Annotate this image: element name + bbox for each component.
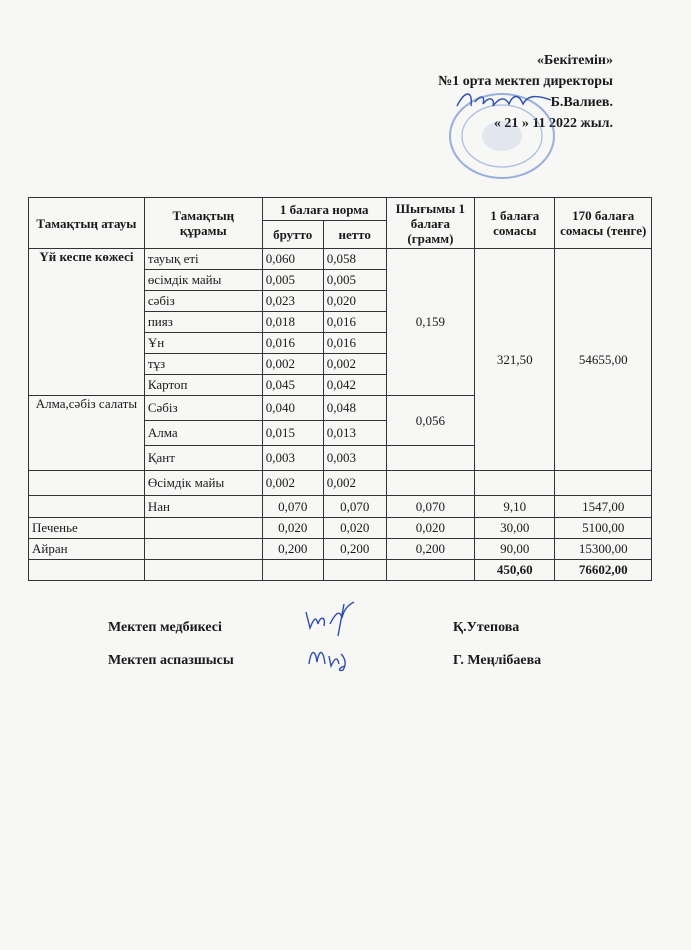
empty-cell — [262, 560, 323, 581]
empty-cell — [386, 560, 474, 581]
table-header-row — [29, 198, 652, 221]
gross-value: 0,018 — [262, 312, 323, 333]
ingredient: пияз — [144, 312, 262, 333]
net-value: 0,200 — [323, 539, 386, 560]
ingredient: Картоп — [144, 375, 262, 396]
gross-value: 0,070 — [262, 496, 323, 518]
net-value: 0,042 — [323, 375, 386, 396]
net-value: 0,070 — [323, 496, 386, 518]
gross-value: 0,040 — [262, 396, 323, 421]
item-name: Айран — [29, 539, 145, 560]
empty-cell — [386, 471, 474, 496]
total-cost-one: 450,60 — [475, 560, 555, 581]
net-value: 0,020 — [323, 518, 386, 539]
cost-one-value: 30,00 — [475, 518, 555, 539]
table-row — [29, 249, 652, 270]
item-name: Печенье — [29, 518, 145, 539]
ingredient: өсімдік майы — [144, 270, 262, 291]
header-name: Тамақтың атауы — [29, 198, 145, 249]
header-composition: Тамақтың құрамы — [144, 198, 262, 249]
net-value: 0,016 — [323, 333, 386, 354]
header-consumption: Шығымы 1 балаға (грамм) — [386, 198, 474, 249]
empty-cell — [144, 560, 262, 581]
gross-value: 0,002 — [262, 354, 323, 375]
net-value: 0,005 — [323, 270, 386, 291]
empty-cell — [29, 496, 145, 518]
total-cost-170: 76602,00 — [555, 560, 652, 581]
header-norm: 1 балаға норма — [262, 198, 386, 221]
gross-value: 0,002 — [262, 471, 323, 496]
nurse-signature — [300, 598, 360, 638]
empty-cell — [475, 471, 555, 496]
net-value: 0,048 — [323, 396, 386, 421]
salad-consumption: 0,056 — [386, 396, 474, 446]
ingredient: Сәбіз — [144, 396, 262, 421]
cook-name: Г. Меңлібаева — [453, 653, 542, 668]
header-gross: брутто — [262, 221, 323, 249]
empty-cell — [386, 446, 474, 471]
net-value: 0,013 — [323, 421, 386, 446]
header-cost-one: 1 балаға сомасы — [475, 198, 555, 249]
gross-value: 0,003 — [262, 446, 323, 471]
consumption-value: 0,070 — [386, 496, 474, 518]
soup-consumption: 0,159 — [386, 249, 474, 396]
soup-cost-one: 321,50 — [475, 249, 555, 471]
table-row — [29, 539, 652, 560]
ingredient: Нан — [144, 496, 262, 518]
ingredient: тауық еті — [144, 249, 262, 270]
empty-cell — [29, 471, 145, 496]
ingredient: Алма — [144, 421, 262, 446]
menu-table — [28, 197, 652, 581]
cost-170-value: 5100,00 — [555, 518, 652, 539]
net-value: 0,058 — [323, 249, 386, 270]
table-row — [29, 518, 652, 539]
ingredient: Қант — [144, 446, 262, 471]
cost-one-value: 9,10 — [475, 496, 555, 518]
cost-170-value: 15300,00 — [555, 539, 652, 560]
gross-value: 0,200 — [262, 539, 323, 560]
soup-cost-170: 54655,00 — [555, 249, 652, 471]
empty-cell — [323, 560, 386, 581]
net-value: 0,020 — [323, 291, 386, 312]
net-value: 0,003 — [323, 446, 386, 471]
gross-value: 0,020 — [262, 518, 323, 539]
total-row — [29, 560, 652, 581]
ingredient: Өсімдік майы — [144, 471, 262, 496]
gross-value: 0,016 — [262, 333, 323, 354]
approval-date: « 21 » 11 2022 жыл. — [493, 116, 613, 131]
net-value: 0,002 — [323, 354, 386, 375]
net-value: 0,016 — [323, 312, 386, 333]
empty-cell — [555, 471, 652, 496]
director-signature — [455, 86, 555, 116]
approval-title: «Бекітемін» — [536, 53, 613, 68]
gross-value: 0,060 — [262, 249, 323, 270]
consumption-value: 0,020 — [386, 518, 474, 539]
gross-value: 0,045 — [262, 375, 323, 396]
empty-cell — [144, 539, 262, 560]
table-row — [29, 496, 652, 518]
consumption-value: 0,200 — [386, 539, 474, 560]
salad-name: Алма,сәбіз салаты — [29, 396, 145, 471]
ingredient: сәбіз — [144, 291, 262, 312]
approval-position: №1 орта мектеп директоры — [438, 74, 613, 89]
header-net: нетто — [323, 221, 386, 249]
approval-director-name: Б.Валиев. — [550, 95, 613, 110]
table-row — [29, 471, 652, 496]
soup-name: Үй кеспе көжесі — [29, 249, 145, 396]
cost-170-value: 1547,00 — [555, 496, 652, 518]
gross-value: 0,015 — [262, 421, 323, 446]
ingredient: тұз — [144, 354, 262, 375]
empty-cell — [144, 518, 262, 539]
cook-label: Мектеп аспазшысы — [108, 653, 234, 668]
empty-cell — [29, 560, 145, 581]
gross-value: 0,005 — [262, 270, 323, 291]
cost-one-value: 90,00 — [475, 539, 555, 560]
gross-value: 0,023 — [262, 291, 323, 312]
cook-signature — [305, 640, 355, 674]
header-cost-170: 170 балаға сомасы (тенге) — [555, 198, 652, 249]
nurse-label: Мектеп медбикесі — [108, 620, 222, 635]
nurse-name: Қ.Утепова — [453, 620, 520, 635]
ingredient: Ұн — [144, 333, 262, 354]
net-value: 0,002 — [323, 471, 386, 496]
